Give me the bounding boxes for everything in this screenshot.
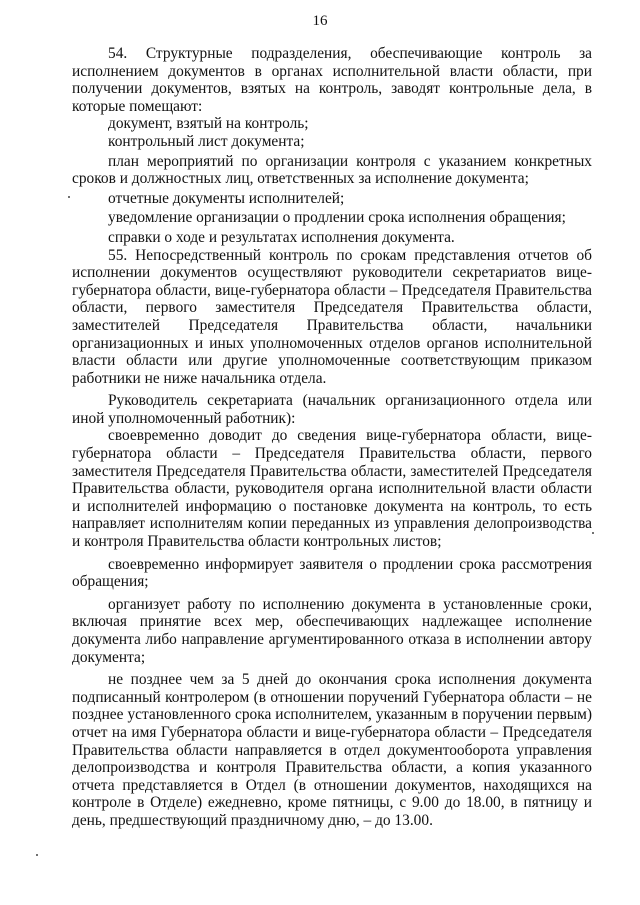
paragraph-54: 54. Структурные подразделения, обеспечивающие контроль за исполнением документов в органах исполнительной власти области, при получении документов, взятых на контроль, заводят контрольные дела, в которые помещают: — [72, 45, 592, 115]
paragraph-55: 55. Непосредственный контроль по срокам представления отчетов об исполнении документов осуществляют руководители секретариатов вице-губернатора области, вице-губернатора области – Председателя Правительства области, первого заместителя Председателя Правительства области, заместителей Председателя Правительства области, начальники организационных и иных уполномоченных отделов органов исполнительной власти области или другие уполномоченные соответствующим приказом работники не ниже начальника отдела. — [72, 246, 592, 387]
document-body — [72, 45, 592, 830]
list-item-action-plan: план мероприятий по организации контроля с указанием конкретных сроков и должностных лиц, ответственных за исполнение документа; — [72, 152, 592, 188]
list-item-extension-notice: уведомление организации о продлении срока исполнения обращения; — [108, 209, 566, 227]
page-number: 16 — [312, 13, 328, 29]
scan-speck — [68, 196, 70, 198]
duty-inform-applicant: своевременно информирует заявителя о продлении срока рассмотрения обращения; — [72, 555, 592, 591]
duty-organize-work: организует работу по исполнению документа в установленные сроки, включая принятие всех мер, обеспечивающих надлежащее исполнение документа либо направление аргументированного отказа в исполнении автору документа; — [72, 595, 592, 666]
paragraph-head-secretariat: Руководитель секретариата (начальник организационного отдела или иной уполномоченный работник): — [72, 392, 592, 427]
list-item-document: документ, взятый на контроль; — [108, 115, 309, 133]
list-item-progress-notes: справки о ходе и результатах исполнения документа. — [108, 228, 455, 246]
scan-speck — [36, 854, 38, 856]
duty-submit-report: не позднее чем за 5 дней до окончания срока исполнения документа подписанный контролером (в отношении поручений Губернатора области – не позднее установленного срока исполнителем, указанным в поручении первым) отчет на имя Губернатора области и вице-губернатора области – Председателя Правительства области направляется в отдел документооборота управления делопроизводства и контроля Правительства области, а копия указанного отчета представляется в Отдел (в отношении документов, находящихся на контроле в Отделе) ежедневно, кроме пятницы, с 9.00 до 18.00, в пятницу и день, предшествующий праздничному дню, – до 13.00. — [72, 671, 592, 829]
duty-inform-officials: своевременно доводит до сведения вице-губернатора области, вице-губернатора области – Председателя Правительства области, первого заместителя Председателя Правительства области, заместителей Председателя Правительства области, руководителя органа исполнительной власти области и исполнителей информацию о постановке документа на контроль, то есть направляет исполнителям копии переданных из управления делопроизводства и контроля Правительства области контрольных листов; — [72, 427, 592, 551]
scan-speck — [592, 532, 594, 534]
list-item-reports: отчетные документы исполнителей; — [108, 189, 345, 207]
list-item-control-sheet: контрольный лист документа; — [108, 132, 305, 150]
